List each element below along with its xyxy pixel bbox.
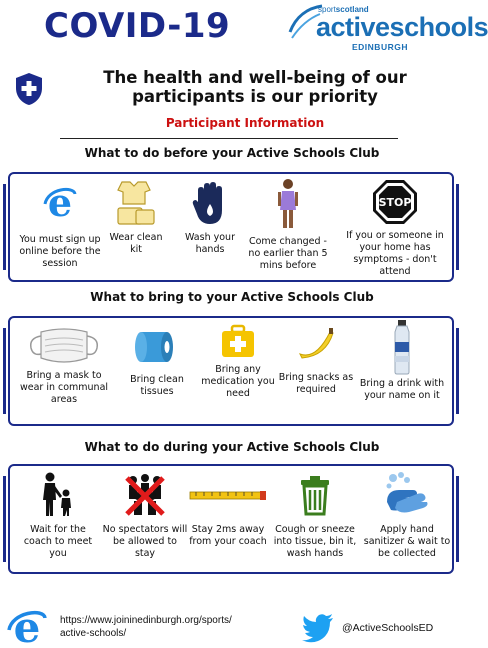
- list-item: [278, 324, 354, 396]
- tissue-roll-icon: [137, 324, 177, 368]
- list-item: [16, 472, 100, 560]
- face-mask-icon: [27, 324, 101, 368]
- list-item: [102, 472, 188, 560]
- list-item: [120, 324, 194, 398]
- list-item: [16, 324, 112, 406]
- twitter-handle[interactable]: @ActiveSchoolsED: [342, 622, 434, 634]
- clothing-icon: [114, 180, 158, 226]
- water-bottle-icon: [390, 320, 414, 374]
- item-label: Bring snacks as required: [278, 372, 354, 395]
- child-figure-icon: [276, 178, 300, 232]
- logo-sportscotland: sportscotland: [318, 5, 369, 14]
- active-schools-logo: [286, 2, 488, 58]
- item-label: Bring any medication you need: [201, 364, 275, 399]
- list-item: [14, 182, 106, 270]
- svg-text:e: e: [13, 603, 41, 648]
- item-label: Cough or sneeze into tissue, bin it, wash hands: [273, 524, 357, 559]
- no-spectators-icon: [123, 472, 167, 518]
- logo-edinburgh: EDINBURGH: [352, 42, 408, 52]
- item-label: Wait for the coach to meet you: [23, 524, 93, 559]
- item-label: Bring a mask to wear in communal areas: [19, 370, 109, 405]
- bin-icon: [297, 472, 333, 518]
- list-item: [248, 178, 328, 272]
- item-label: If you or someone in your home has symptoms - don't attend: [346, 230, 444, 277]
- shield-cross-icon: [14, 72, 44, 106]
- item-label: Come changed - no earlier than 5 mins before: [248, 236, 328, 271]
- panel-before: [8, 172, 454, 282]
- item-label: Bring clean tissues: [130, 374, 184, 397]
- item-label: Wash your hands: [185, 232, 235, 255]
- sanitizer-hands-icon: [383, 472, 431, 518]
- section-title-bring: What to bring to your Active Schools Club: [90, 290, 374, 304]
- list-item: [200, 324, 276, 400]
- section-title-during: What to do during your Active Schools Club: [84, 440, 380, 454]
- list-item: [272, 472, 358, 560]
- list-item: [186, 472, 270, 548]
- measuring-tape-icon: [188, 472, 268, 518]
- svg-text:e: e: [47, 180, 73, 225]
- page-title: COVID-19: [44, 6, 231, 46]
- headline: The health and well-being of our participants is our priority: [103, 68, 407, 106]
- logo-active-schools: activeschools: [316, 12, 488, 42]
- first-aid-kit-icon: [220, 324, 256, 360]
- item-label: No spectators will be allowed to stay: [102, 524, 188, 559]
- website-link[interactable]: [60, 614, 232, 640]
- hand-wash-icon: [192, 180, 228, 226]
- banana-icon: [296, 324, 336, 364]
- panel-bring: [8, 316, 454, 426]
- subheading: Participant Information: [165, 116, 325, 130]
- internet-explorer-icon: [42, 180, 78, 225]
- adult-child-icon: [38, 472, 78, 518]
- list-item: [106, 180, 166, 256]
- website-link-line2[interactable]: active-schools/: [60, 628, 127, 639]
- item-label: You must sign up online before the session: [19, 234, 101, 269]
- panel-during: [8, 464, 454, 574]
- divider: [60, 138, 398, 139]
- item-label: Apply hand sanitizer & wait to be collected: [363, 524, 451, 559]
- list-item: [340, 178, 450, 278]
- svg-text:STOP: STOP: [378, 196, 412, 209]
- list-item: [362, 472, 452, 560]
- list-item: [354, 320, 450, 402]
- item-label: Stay 2ms away from your coach: [189, 524, 267, 547]
- section-title-before: What to do before your Active Schools Club: [84, 146, 380, 160]
- twitter-icon: [302, 614, 334, 642]
- item-label: Bring a drink with your name on it: [359, 378, 445, 401]
- stop-sign-icon: [371, 178, 419, 226]
- website-link-line1[interactable]: https://www.joininedinburgh.org/sports/: [60, 615, 232, 626]
- list-item: [172, 180, 248, 256]
- item-label: Wear clean kit: [109, 232, 163, 255]
- internet-explorer-icon: [6, 603, 48, 648]
